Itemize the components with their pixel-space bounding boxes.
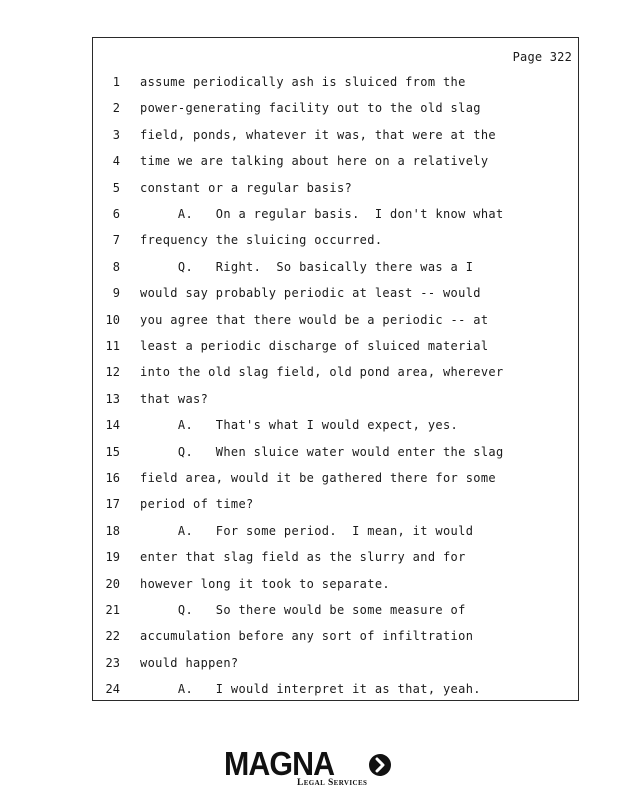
transcript-line <box>93 72 578 92</box>
transcript-line <box>93 494 578 514</box>
logo-wordmark: MAGNA <box>224 745 335 782</box>
line-number: 20 <box>105 576 120 591</box>
line-text: accumulation before any sort of infiltration <box>140 629 474 644</box>
line-number: 24 <box>105 682 120 697</box>
magna-logo <box>222 744 394 792</box>
line-text: period of time? <box>140 497 254 512</box>
line-number: 2 <box>112 101 120 116</box>
transcript-line <box>93 653 578 673</box>
line-text: would say probably periodic at least -- would <box>140 286 481 301</box>
line-text: A. For some period. I mean, it would <box>140 523 474 538</box>
line-number: 8 <box>112 259 120 274</box>
line-number: 5 <box>112 180 120 195</box>
line-text: field area, would it be gathered there for some <box>140 471 497 485</box>
line-number: 6 <box>112 207 120 221</box>
transcript-line <box>93 442 578 462</box>
transcript-line <box>93 230 578 250</box>
transcript-line <box>93 151 578 171</box>
line-number: 7 <box>112 233 120 248</box>
line-number: 18 <box>105 523 120 538</box>
line-text: least a periodic discharge of sluiced material <box>140 339 489 353</box>
line-text: assume periodically ash is sluiced from the <box>140 75 466 89</box>
transcript-line <box>93 98 578 118</box>
line-text: A. On a regular basis. I don't know what <box>140 207 504 221</box>
transcript-line <box>93 415 578 435</box>
line-text: you agree that there would be a periodic -- at <box>140 312 489 327</box>
line-number: 19 <box>105 550 120 565</box>
line-number: 11 <box>105 339 120 353</box>
transcript-line <box>93 547 578 567</box>
transcript-line <box>93 125 578 145</box>
line-text: power-generating facility out to the old slag <box>140 101 481 116</box>
transcript-line <box>93 204 578 224</box>
line-number: 16 <box>105 471 120 485</box>
transcript-line <box>93 521 578 541</box>
line-text: that was? <box>140 391 209 406</box>
line-number: 21 <box>105 603 120 617</box>
transcript-line <box>93 389 578 409</box>
line-text: Q. When sluice water would enter the slag <box>140 444 504 459</box>
line-text: would happen? <box>140 655 239 670</box>
transcript-line <box>93 574 578 594</box>
line-text: into the old slag field, old pond area, wherever <box>140 365 504 380</box>
logo-tagline: Legal Services <box>297 778 368 788</box>
transcript-line <box>93 336 578 356</box>
line-text: Q. So there would be some measure of <box>140 603 466 617</box>
transcript-line <box>93 257 578 277</box>
line-number: 13 <box>105 391 120 406</box>
line-number: 22 <box>105 629 120 644</box>
line-text: A. That's what I would expect, yes. <box>140 418 459 433</box>
transcript-line <box>93 626 578 646</box>
line-number: 3 <box>112 127 120 142</box>
arrow-right-icon <box>369 754 391 776</box>
line-text: however long it took to separate. <box>140 576 390 591</box>
line-number: 12 <box>105 365 120 380</box>
transcript-line <box>93 310 578 330</box>
line-text: enter that slag field as the slurry and for <box>140 550 466 565</box>
page-number: Page 322 <box>512 50 572 64</box>
line-text: time we are talking about here on a relatively <box>140 154 489 169</box>
line-text: constant or a regular basis? <box>140 180 353 195</box>
line-text: frequency the sluicing occurred. <box>140 233 383 248</box>
transcript-line <box>93 362 578 382</box>
line-number: 17 <box>105 497 120 512</box>
transcript-line <box>93 283 578 303</box>
line-number: 14 <box>105 418 120 433</box>
transcript-line <box>93 178 578 198</box>
transcript-page <box>92 37 579 701</box>
line-number: 9 <box>112 286 120 301</box>
transcript-line <box>93 600 578 620</box>
line-number: 23 <box>105 655 120 670</box>
line-number: 15 <box>105 444 120 459</box>
line-number: 4 <box>112 154 120 169</box>
line-number: 1 <box>112 75 120 89</box>
line-text: Q. Right. So basically there was a I <box>140 259 474 274</box>
transcript-line <box>93 679 578 699</box>
line-text: A. I would interpret it as that, yeah. <box>140 682 481 697</box>
transcript-line <box>93 468 578 488</box>
line-number: 10 <box>105 312 120 327</box>
line-text: field, ponds, whatever it was, that were at the <box>140 127 497 142</box>
